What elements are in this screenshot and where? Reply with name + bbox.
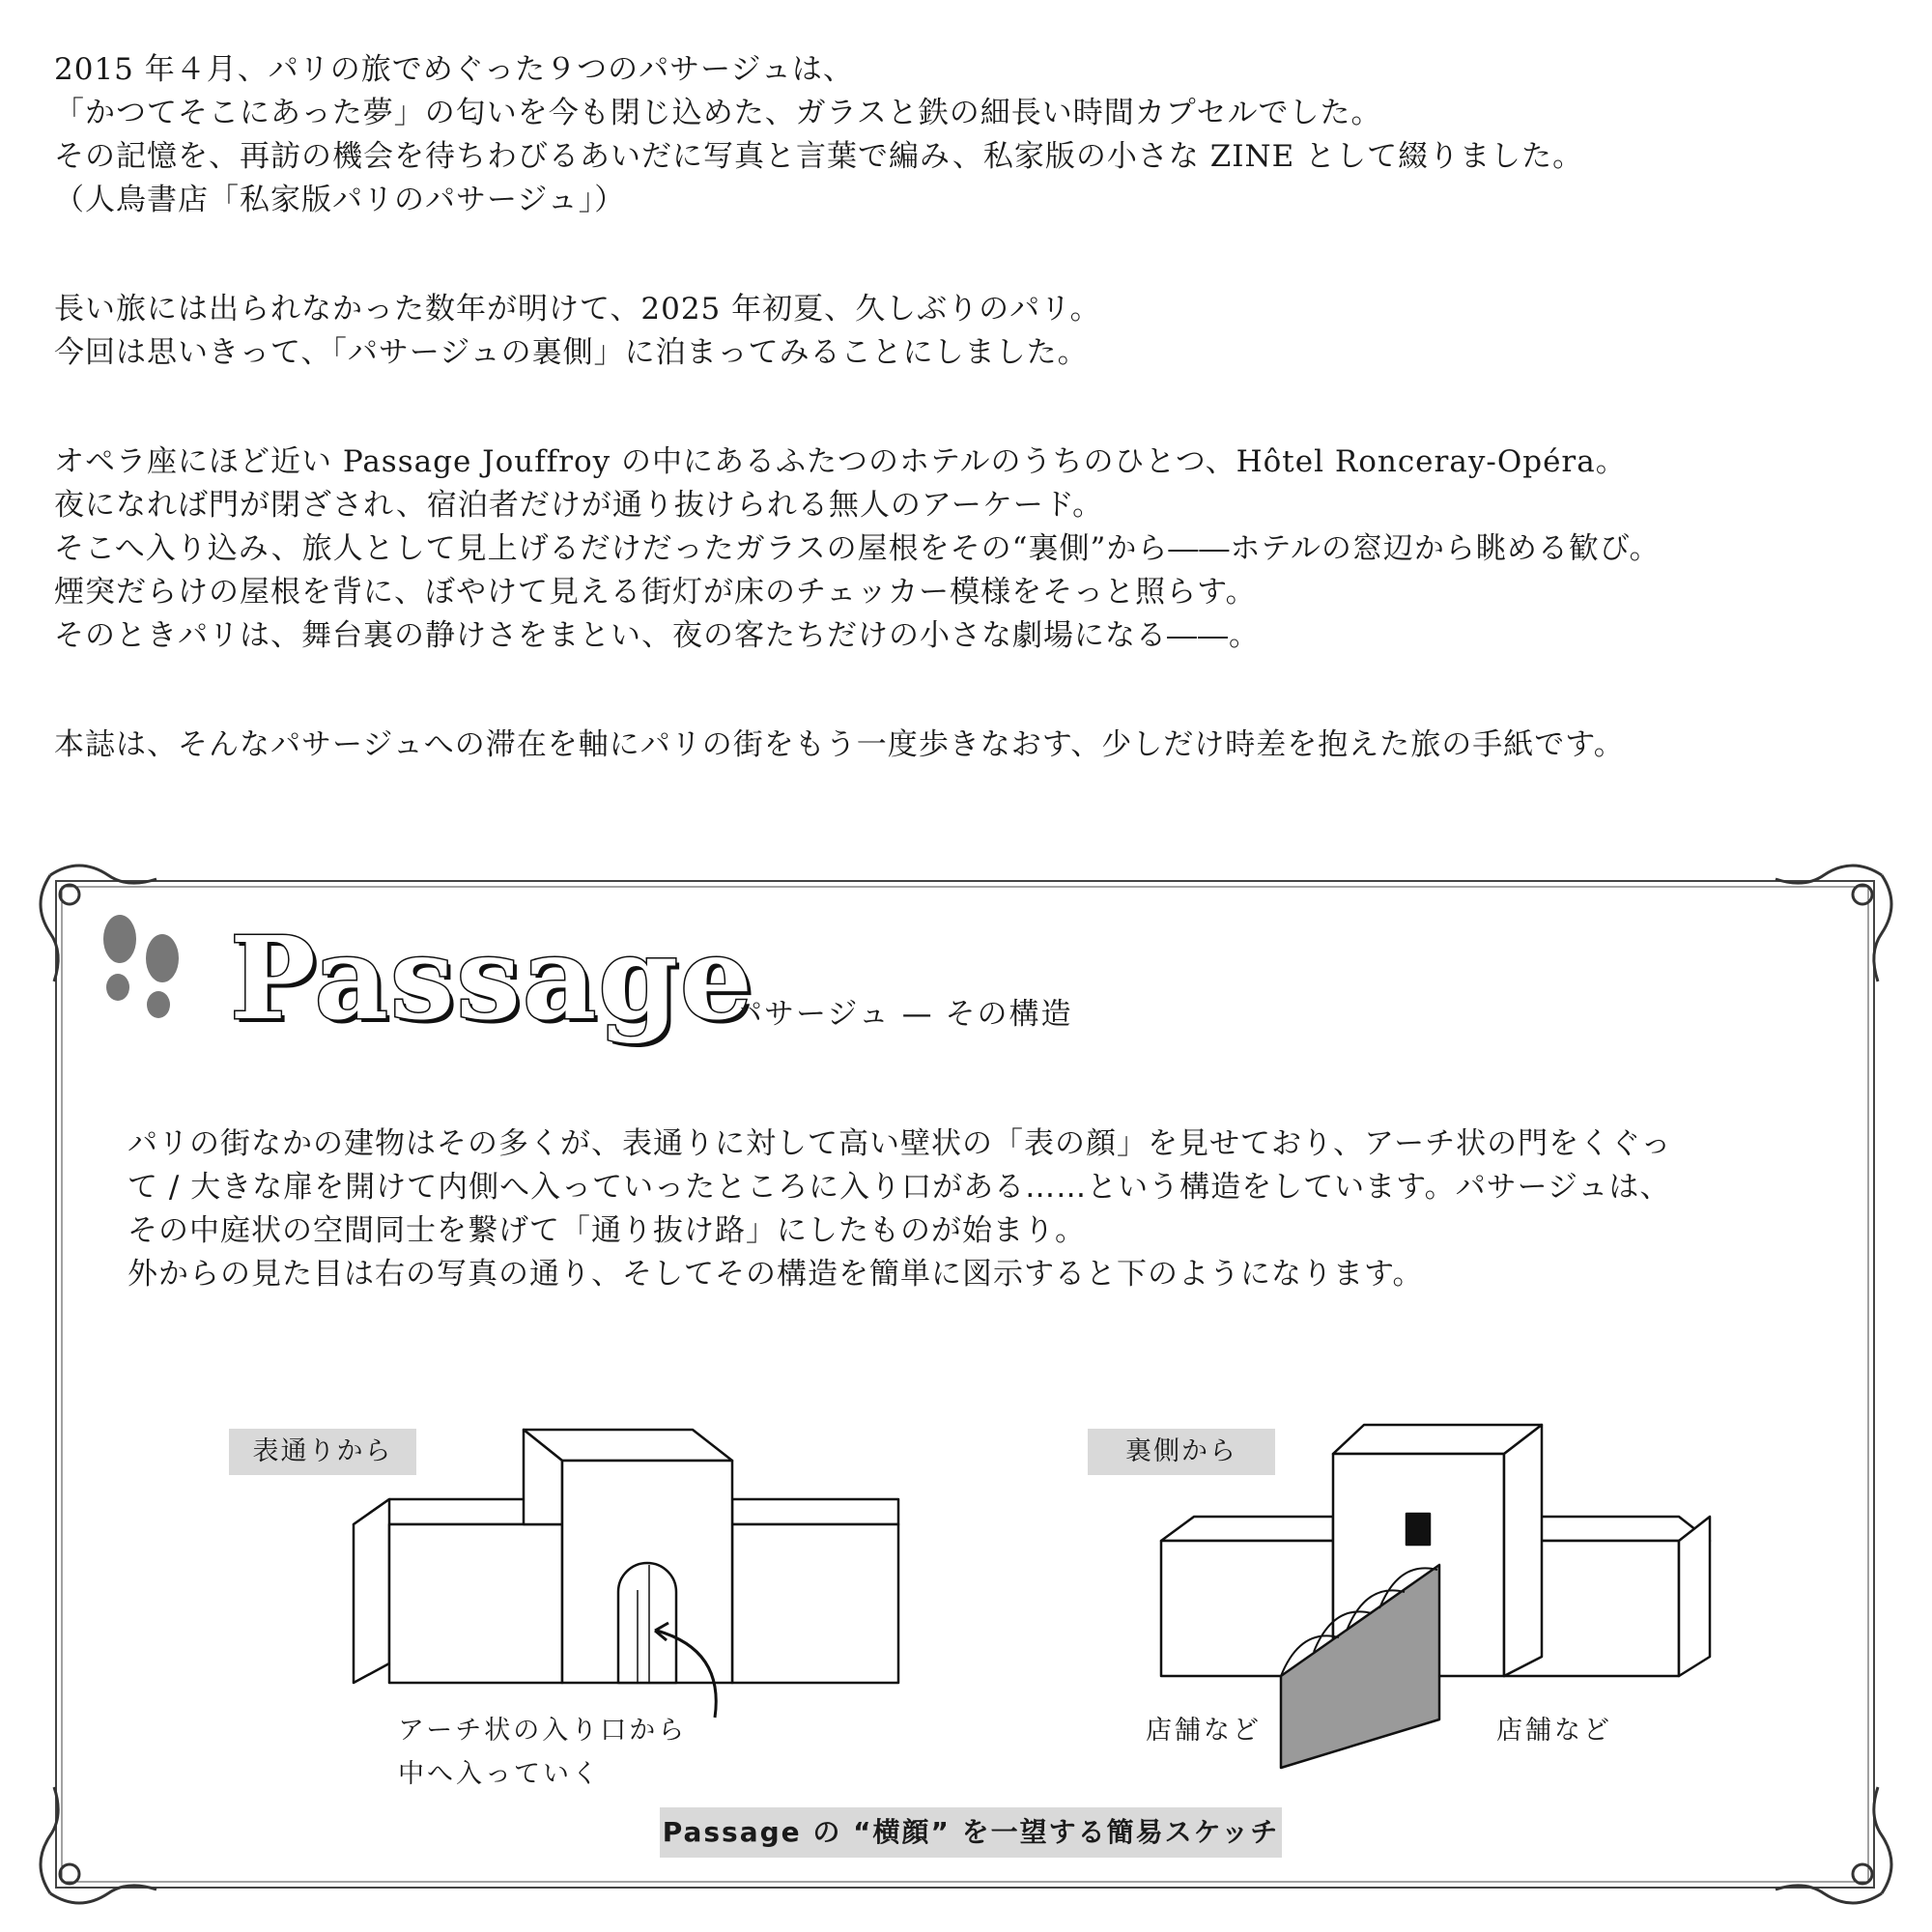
arch-note-line2: 中へ入っていく: [398, 1759, 601, 1789]
arch-note-line1: アーチ状の入り口から: [398, 1716, 688, 1746]
intro-line: 「かつてそこにあった夢」の匂いを今も閉じ込めた、ガラスと鉄の細長い時間カプセルでした。: [54, 96, 1382, 130]
intro-line: そのときパリは、舞台裏の静けさをまとい、夜の客たちだけの小さな劇場になる――。: [54, 618, 1260, 653]
intro-line: 今回は思いきって、「パサージュの裏側」に泊まってみることにしました。: [54, 335, 1089, 370]
intro-line: （人鳥書店「私家版パリのパサージュ」）: [54, 183, 626, 217]
shops-label-right: 店舗など: [1496, 1716, 1612, 1746]
section-subtitle: パサージュ — その構造: [732, 997, 1073, 1032]
body-line: パリの街なかの建物はその多くが、表通りに対して高い壁状の「表の顔」を見せており、アーチ状の門をくぐっ: [128, 1126, 1672, 1161]
shops-label-left: 店舗など: [1146, 1716, 1262, 1746]
intro-line: オペラ座にほど近い Passage Jouffroy の中にあるふたつのホテルのうちのひとつ、Hôtel Ronceray-Opéra。: [54, 444, 1627, 479]
front-view-sketch: [354, 1430, 898, 1718]
intro-line: その記憶を、再訪の機会を待ちわびるあいだに写真と言葉で編み、私家版の小さな ZINE として綴りました。: [54, 139, 1584, 174]
intro-line: そこへ入り込み、旅人として見上げるだけだったガラスの屋根をその“裏側”から――ホテルの窓辺から眺める歓び。: [54, 531, 1661, 566]
intro-line: 夜になれば門が閉ざされ、宿泊者だけが通り抜けられる無人のアーケード。: [54, 488, 1104, 523]
body-line: その中庭状の空間同士を繋げて「通り抜け路」にしたものが始まり。: [128, 1213, 1086, 1248]
tag-front-view: 表通りから: [229, 1429, 416, 1475]
body-line: 外からの見た目は右の写真の通り、そしてその構造を簡単に図示すると下のようになります。: [128, 1257, 1424, 1292]
section-title: Passage: [230, 911, 754, 1045]
intro-line: 煙突だらけの屋根を背に、ぼやけて見える街灯が床のチェッカー模様をそっと照らす。: [54, 575, 1257, 610]
intro-line: 本誌は、そんなパサージュへの滞在を軸にパリの街をもう一度歩きなおす、少しだけ時差を抱えた旅の手紙です。: [54, 727, 1625, 762]
body-line: て / 大きな扉を開けて内側へ入っていったところに入り口がある……という構造をしています。パサージュは、: [128, 1170, 1671, 1205]
tag-back-view: 裏側から: [1088, 1429, 1275, 1475]
sketch-caption: Passage の “横顔” を一望する簡易スケッチ: [660, 1807, 1282, 1858]
intro-line: 長い旅には出られなかった数年が明けて、2025 年初夏、久しぶりのパリ。: [54, 292, 1101, 327]
intro-line: 2015 年４月、パリの旅でめぐった９つのパサージュは、: [54, 52, 854, 87]
